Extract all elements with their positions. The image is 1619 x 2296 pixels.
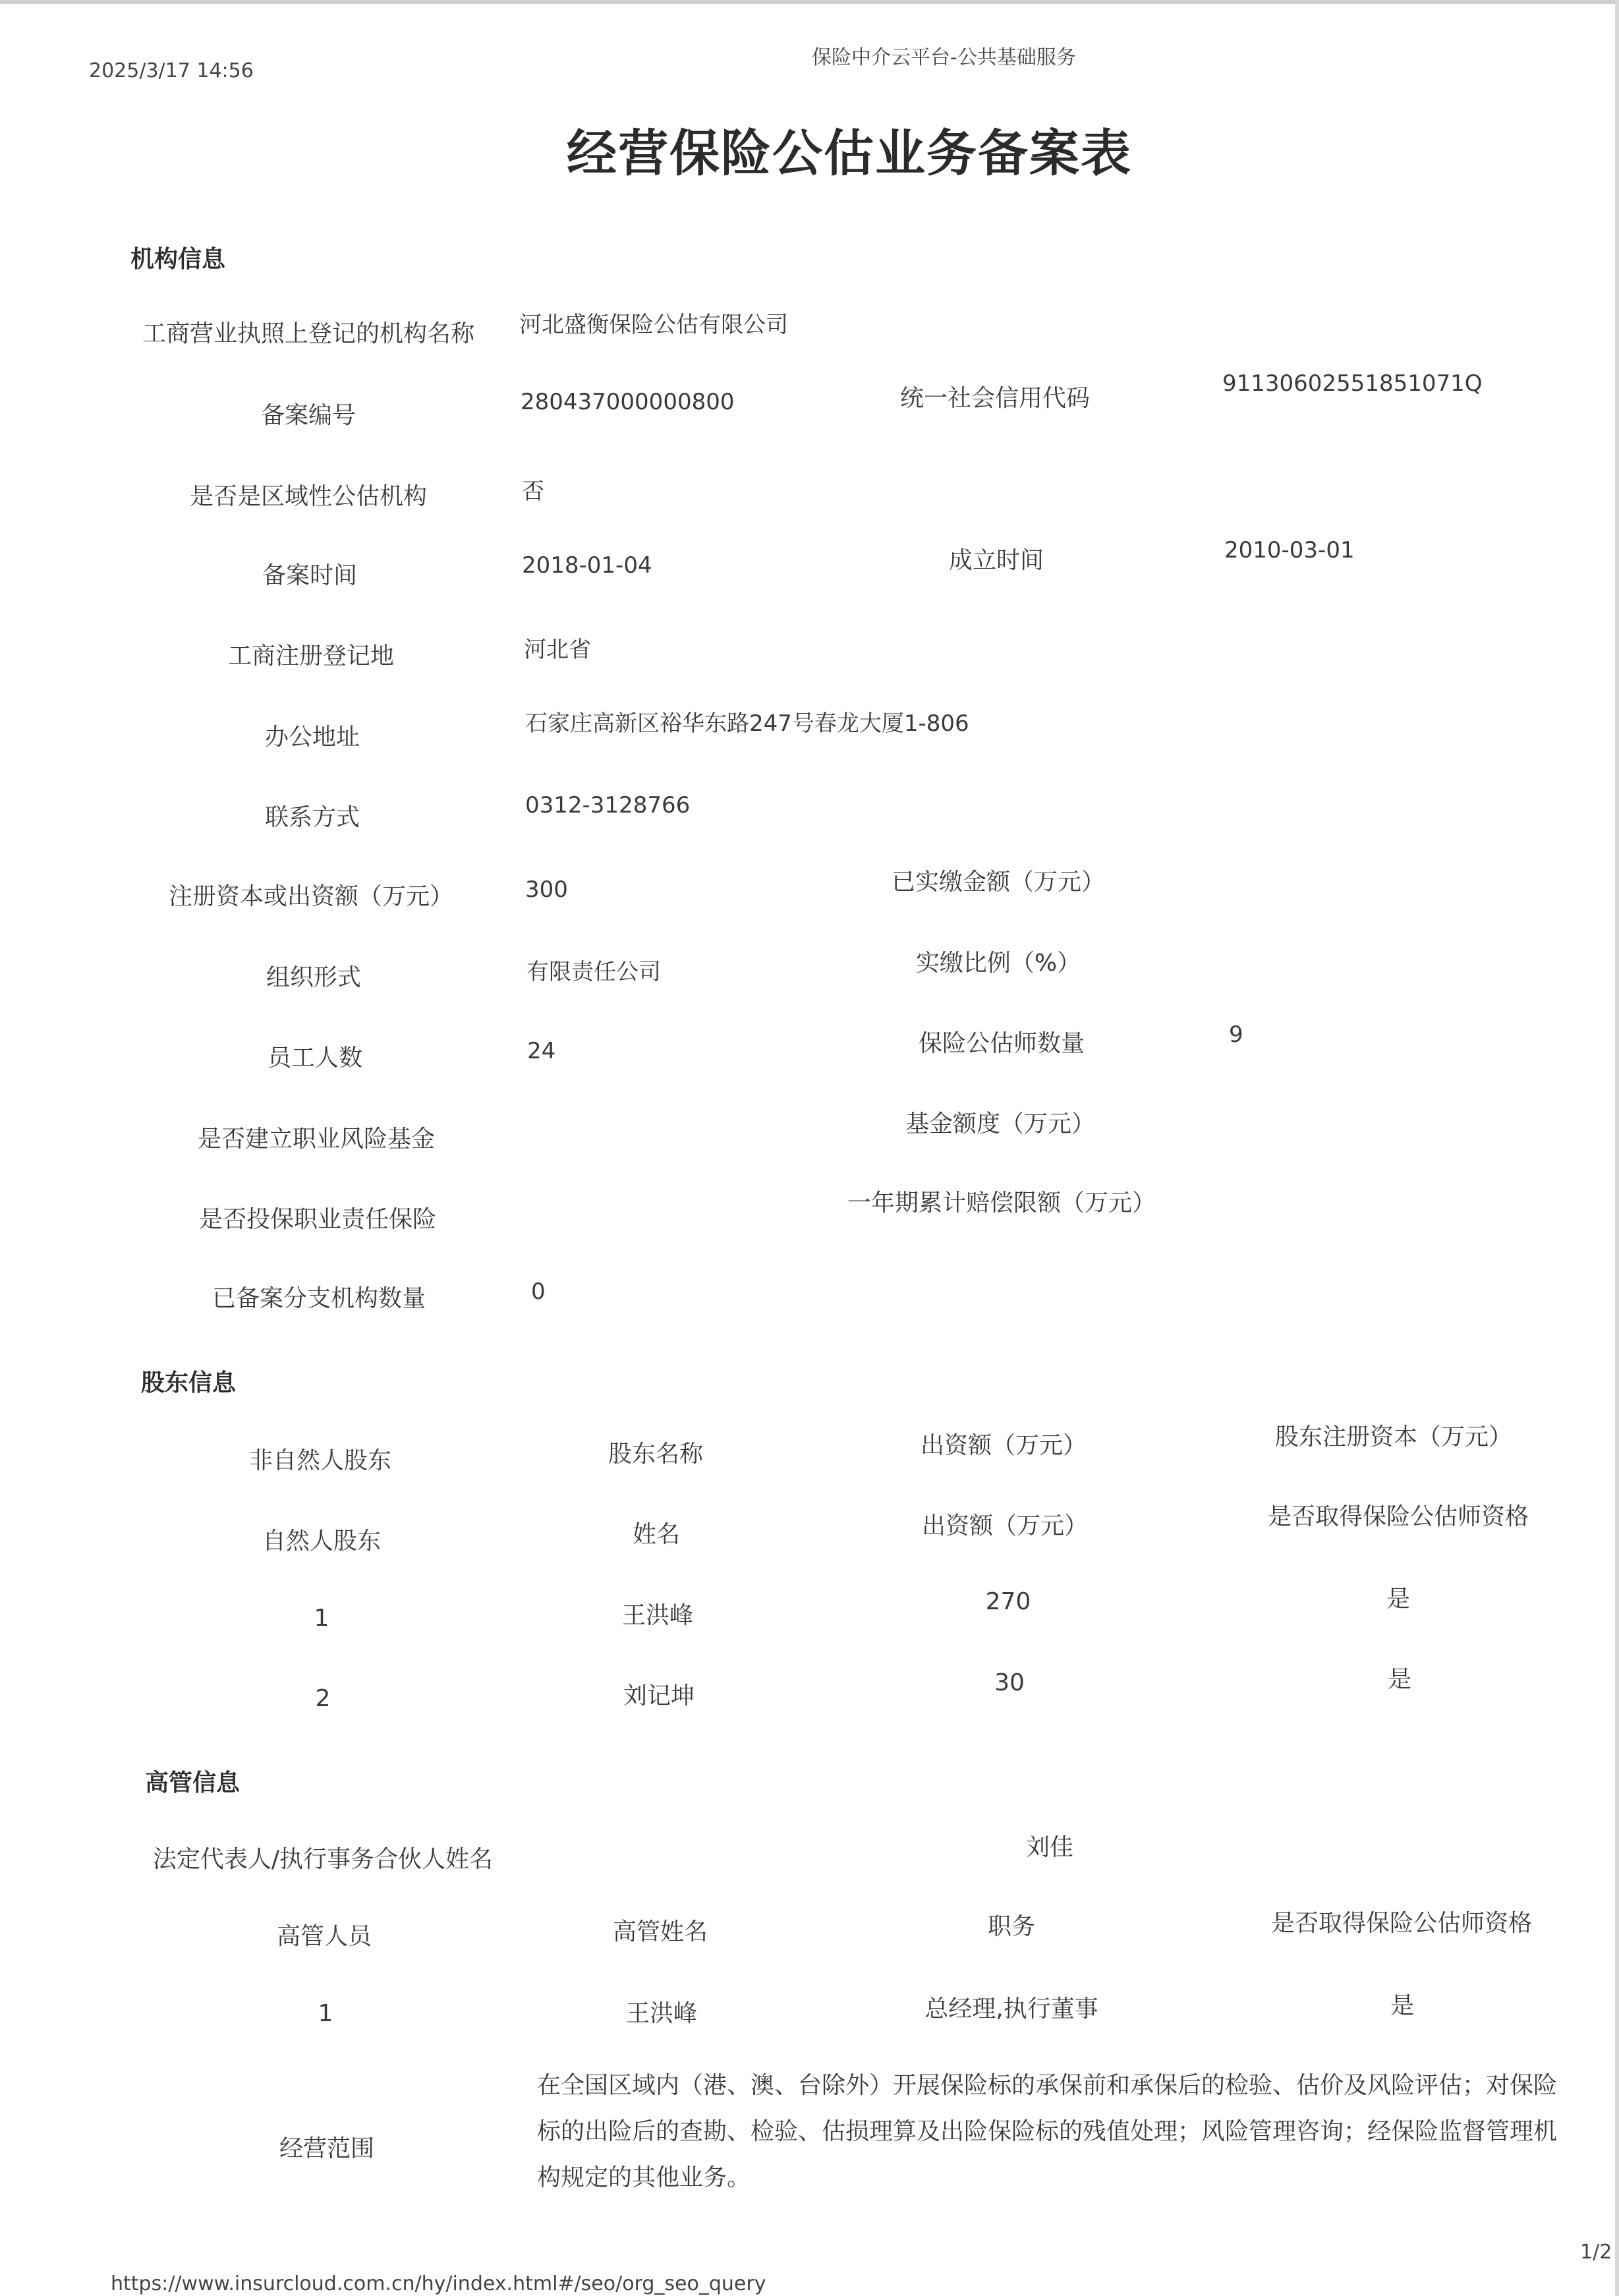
exec-row-1-index: 1	[318, 2000, 333, 2027]
credit-code-label: 统一社会信用代码	[899, 385, 1091, 412]
print-timestamp: 2025/3/17 14:56	[89, 59, 254, 82]
corp-name-header: 股东名称	[608, 1441, 704, 1468]
record-no-label: 备案编号	[260, 402, 356, 429]
exec-row-1-title: 总经理,执行董事	[924, 1995, 1098, 2023]
section-heading-shareholders: 股东信息	[141, 1369, 237, 1396]
founded-label: 成立时间	[948, 547, 1044, 574]
founded-value: 2010-03-01	[1224, 537, 1355, 563]
exec-header-name: 高管姓名	[612, 1918, 708, 1945]
contact-value: 0312-3128766	[525, 792, 691, 818]
shareholder-row-1-name: 王洪峰	[621, 1602, 694, 1629]
org-name-label: 工商营业执照上登记的机构名称	[142, 320, 475, 347]
page-title: 经营保险公估业务备案表	[567, 124, 1132, 183]
record-time-label: 备案时间	[262, 562, 358, 589]
capital-label: 注册资本或出资额（万元）	[168, 883, 454, 910]
exec-row-1-qualified: 是	[1390, 1992, 1415, 2019]
reg-place-label: 工商注册登记地	[227, 643, 395, 670]
reg-place-value: 河北省	[524, 637, 591, 663]
regional-label: 是否是区域性公估机构	[189, 483, 428, 510]
scan-top-edge	[0, 0, 1619, 4]
fund-amount-label: 基金额度（万元）	[905, 1110, 1096, 1137]
org-name-value: 河北盛衡保险公估有限公司	[519, 312, 788, 338]
shareholder-row-2-name: 刘记坤	[623, 1682, 695, 1709]
corp-contribution-header: 出资额（万元）	[920, 1432, 1087, 1459]
org-form-value: 有限责任公司	[526, 959, 661, 985]
scope-value: 在全国区域内（港、澳、台除外）开展保险标的承保前和承保后的检验、估价及风险评估；对保险标的出险后的查勘、检验、估损理算及出险保险标的残值处理；风险管理咨询；经保险监督管理机构规定的其他业务。	[537, 2072, 1558, 2191]
natural-contribution-header: 出资额（万元）	[921, 1512, 1089, 1539]
paid-ratio-label: 实缴比例（%）	[915, 950, 1081, 977]
address-label: 办公地址	[264, 724, 360, 751]
record-time-value: 2018-01-04	[522, 552, 652, 579]
shareholder-row-2-index: 2	[315, 1685, 331, 1712]
scan-right-edge	[1615, 0, 1619, 2296]
shareholder-row-2-amount: 30	[994, 1669, 1025, 1696]
legal-rep-value: 刘佳	[1025, 1834, 1074, 1861]
shareholder-row-1-index: 1	[314, 1605, 329, 1632]
shareholder-row-2-qualified: 是	[1387, 1666, 1412, 1693]
exec-header-person: 高管人员	[276, 1923, 372, 1950]
employees-label: 员工人数	[267, 1045, 363, 1072]
risk-fund-label: 是否建立职业风险基金	[197, 1126, 436, 1153]
scope-label: 经营范围	[279, 2135, 375, 2162]
adjusters-label: 保险公估师数量	[918, 1030, 1085, 1057]
branches-value: 0	[531, 1278, 546, 1305]
branches-label: 已备案分支机构数量	[212, 1285, 426, 1312]
org-form-label: 组织形式	[266, 964, 362, 991]
employees-value: 24	[527, 1038, 556, 1064]
corp-shareholder-header: 非自然人股东	[248, 1447, 392, 1474]
corp-reg-capital-header: 股东注册资本（万元）	[1274, 1423, 1513, 1450]
shareholder-row-1-qualified: 是	[1386, 1586, 1411, 1613]
exec-header-qualified: 是否取得保险公估师资格	[1270, 1910, 1533, 1937]
liability-ins-label: 是否投保职业责任保险	[198, 1206, 437, 1233]
footer-url: https://www.insurcloud.com.cn/hy/index.html#/seo/org_seo_query	[111, 2272, 766, 2295]
capital-value: 300	[525, 876, 568, 903]
natural-shareholder-header: 自然人股东	[262, 1528, 382, 1555]
section-heading-org: 机构信息	[130, 246, 226, 273]
annual-limit-label: 一年期累计赔偿限额（万元）	[847, 1190, 1156, 1217]
platform-name: 保险中介云平台-公共基础服务	[812, 46, 1076, 69]
natural-qualified-header: 是否取得保险公估师资格	[1267, 1503, 1529, 1530]
shareholder-row-1-amount: 270	[985, 1588, 1031, 1615]
natural-name-header: 姓名	[632, 1521, 681, 1548]
adjusters-value: 9	[1229, 1021, 1243, 1048]
paid-label: 已实缴金额（万元）	[891, 869, 1106, 896]
contact-label: 联系方式	[264, 804, 360, 831]
record-no-value: 280437000000800	[521, 389, 735, 415]
exec-row-1-name: 王洪峰	[625, 2000, 698, 2027]
legal-rep-label: 法定代表人/执行事务合伙人姓名	[152, 1846, 494, 1873]
address-value: 石家庄高新区裕华东路247号春龙大厦1-806	[525, 710, 969, 737]
section-heading-executives: 高管信息	[145, 1769, 241, 1796]
page-number: 1/2	[1580, 2241, 1612, 2264]
exec-header-title: 职务	[987, 1913, 1036, 1940]
regional-value: 否	[522, 478, 544, 505]
credit-code-value: 91130602551851071Q	[1222, 370, 1483, 397]
